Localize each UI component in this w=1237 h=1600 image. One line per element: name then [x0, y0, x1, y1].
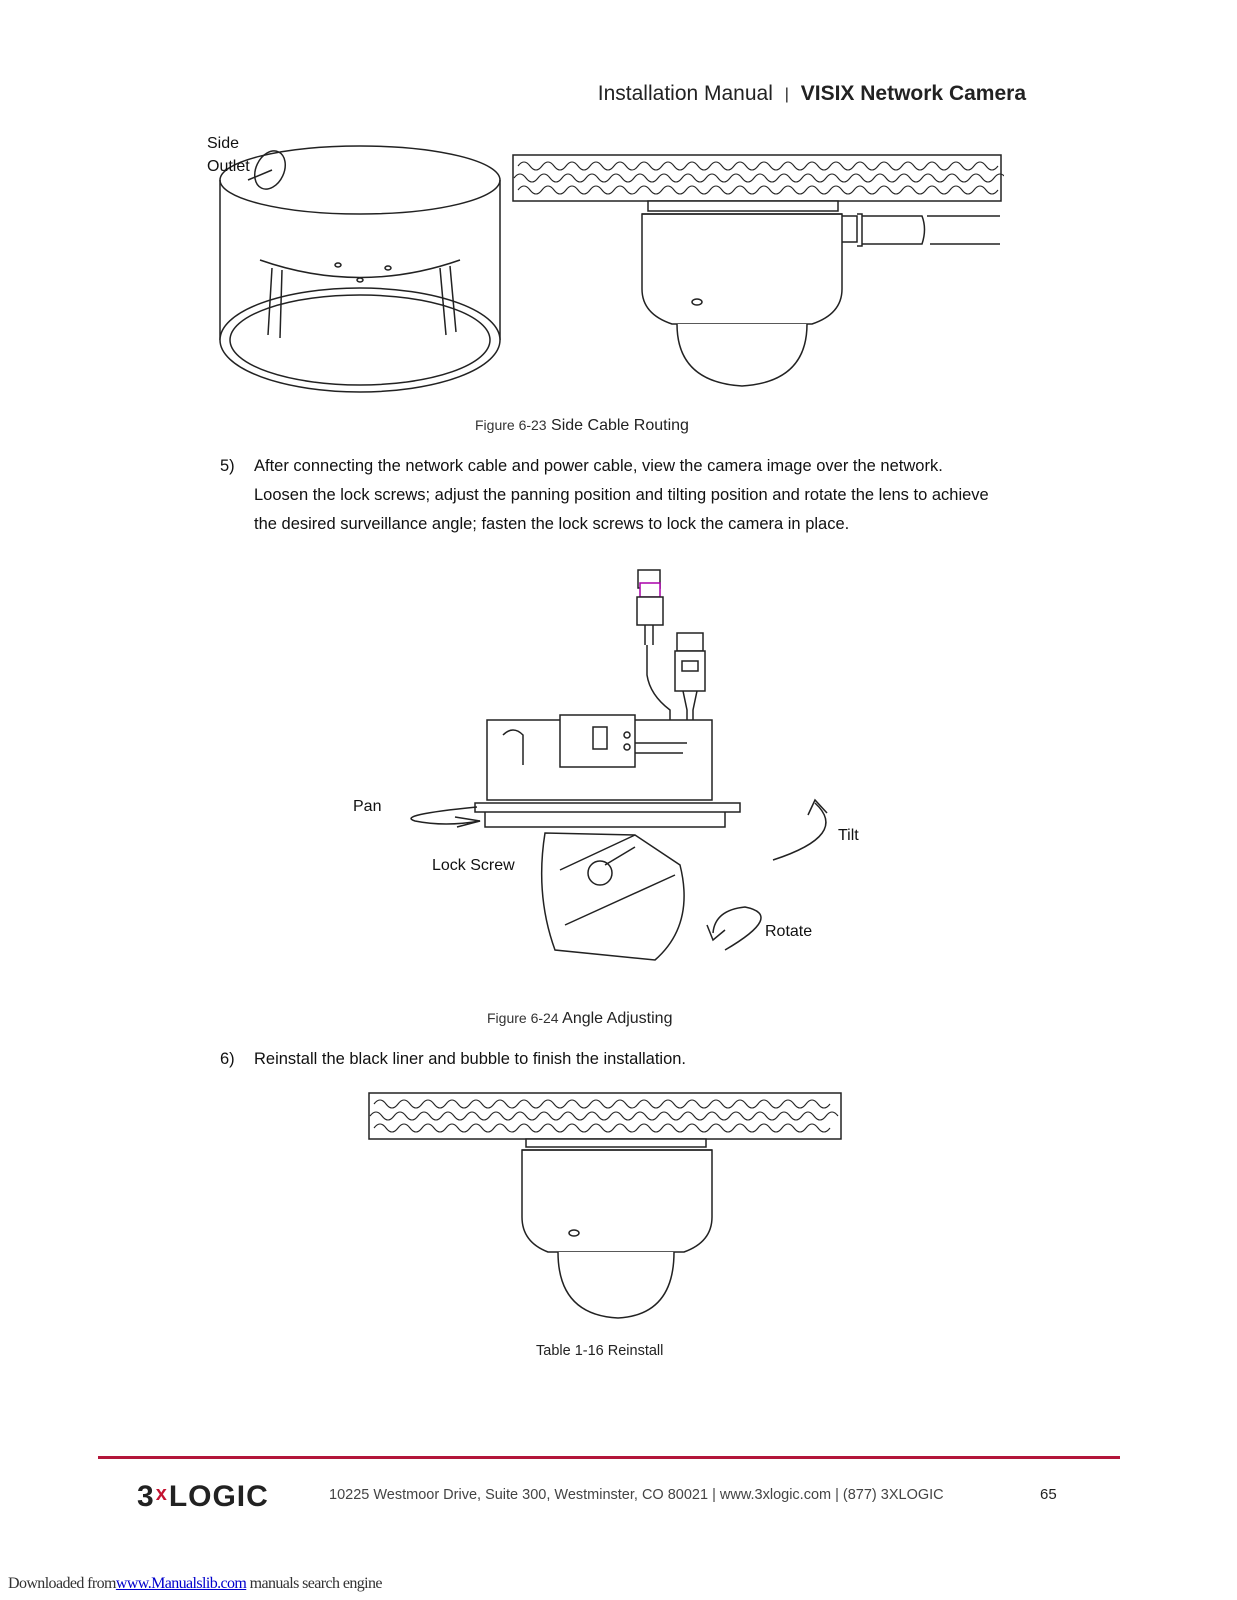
step-6-text: Reinstall the black liner and bubble to finish the installation. — [254, 1050, 687, 1068]
label-side: Side — [207, 135, 240, 152]
logo-part-x: x — [155, 1483, 168, 1505]
caption-1-prefix: Figure 6-23 — [475, 417, 547, 433]
back-box-illustration — [210, 140, 510, 400]
page-header — [598, 82, 1026, 106]
step-6-number: 6) — [220, 1050, 235, 1068]
figure-caption-1 — [475, 417, 689, 435]
figure-caption-2 — [487, 1010, 672, 1028]
caption-2-prefix: Figure 6-24 — [487, 1010, 559, 1026]
download-suffix: manuals search engine — [249, 1575, 382, 1592]
company-logo — [137, 1480, 269, 1514]
label-rotate: Rotate — [765, 923, 813, 940]
step-5-number: 5) — [220, 457, 235, 475]
caption-1-title: Side Cable Routing — [551, 417, 689, 434]
caption-2-title: Angle Adjusting — [562, 1010, 673, 1027]
angle-adjusting-illustration — [395, 565, 845, 975]
reinstalled-camera-illustration — [368, 1092, 844, 1322]
logo-part-3: 3 — [137, 1480, 155, 1513]
label-lock-screw: Lock Screw — [432, 857, 515, 874]
label-outlet: Outlet — [207, 158, 250, 175]
figure-caption-3: Table 1-16 Reinstall — [536, 1343, 664, 1359]
header-product: VISIX Network Camera — [800, 82, 1026, 105]
logo-part-logic: LOGIC — [168, 1480, 269, 1513]
header-title: Installation Manual — [597, 82, 773, 105]
footer-address: 10225 Westmoor Drive, Suite 300, Westminster, CO 80021 | www.3xlogic.com | (877) 3XLOGIC — [329, 1487, 944, 1503]
step-5-line-1: After connecting the network cable and power cable, view the camera image over the network. — [254, 457, 943, 475]
download-prefix: Downloaded from — [8, 1575, 116, 1592]
camera-side-cable-illustration — [512, 154, 1004, 394]
label-pan: Pan — [353, 798, 382, 815]
step-6 — [220, 1045, 1040, 1075]
download-note — [8, 1575, 382, 1593]
page-number: 65 — [1040, 1486, 1057, 1503]
step-5-line-2: Loosen the lock screws; adjust the panning position and tilting position and rotate the lens to achieve — [254, 486, 989, 504]
manualslib-link[interactable]: www.Manualslib.com — [115, 1575, 247, 1592]
header-separator: | — [784, 86, 789, 103]
step-5-line-3: the desired surveillance angle; fasten the lock screws to lock the camera in place. — [254, 515, 850, 533]
label-tilt: Tilt — [838, 827, 859, 844]
footer-divider — [98, 1456, 1120, 1459]
step-5 — [220, 452, 1040, 542]
